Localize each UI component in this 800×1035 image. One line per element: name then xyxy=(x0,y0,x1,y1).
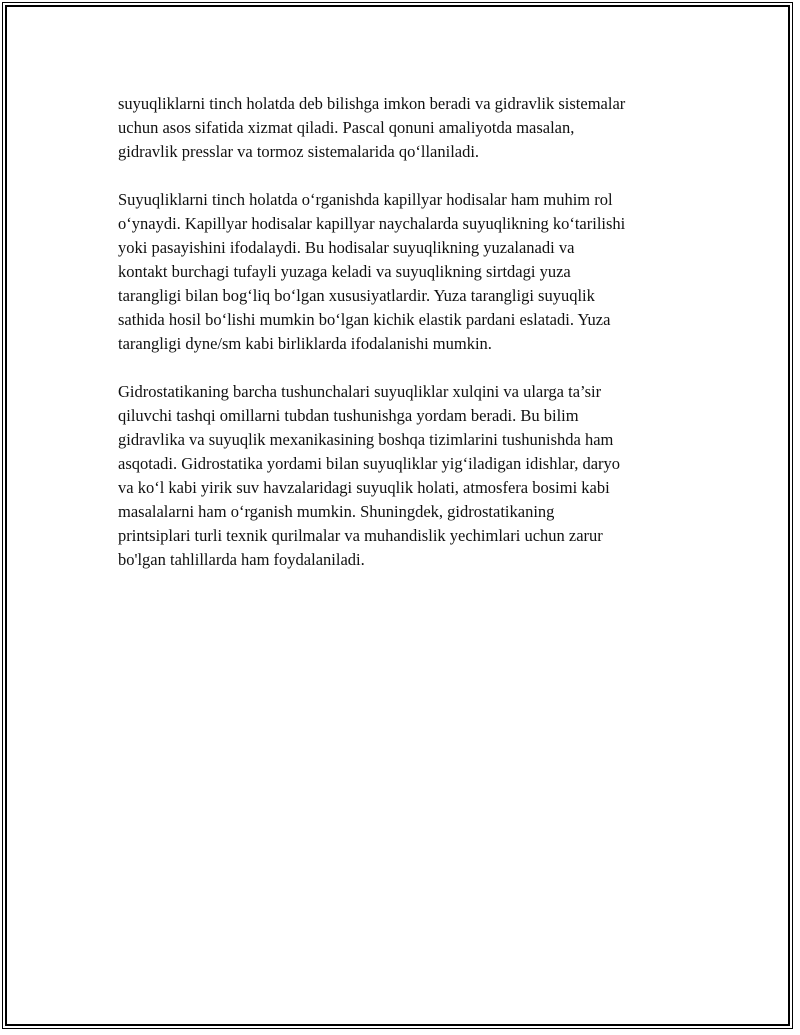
text-line: tarangligi dyne/sm kabi birliklarda ifodalanishi mumkin. xyxy=(118,334,492,353)
text-line: o‘ynaydi. Kapillyar hodisalar kapillyar naychalarda suyuqlikning ko‘tarilishi xyxy=(118,214,626,233)
text-line: yoki pasayishini ifodalaydi. Bu hodisalar suyuqlikning yuzalanadi va xyxy=(118,238,575,257)
text-line: Gidrostatikaning barcha tushunchalari suyuqliklar xulqini va ularga ta’sir xyxy=(118,382,602,401)
text-line: kontakt burchagi tufayli yuzaga keladi va suyuqlikning sirtdagi yuza xyxy=(118,262,571,281)
text-line: va ko‘l kabi yirik suv havzalaridagi suyuqlik holati, atmosfera bosimi kabi xyxy=(118,478,610,497)
text-line: gidravlika va suyuqlik mexanikasining boshqa tizimlarini tushunishda ham xyxy=(118,430,614,449)
paragraph-3 xyxy=(118,380,693,572)
text-line: bo'lgan tahlillarda ham foydalaniladi. xyxy=(118,550,365,569)
text-line: Suyuqliklarni tinch holatda o‘rganishda kapillyar hodisalar ham muhim rol xyxy=(118,190,613,209)
text-line: gidravlik presslar va tormoz sistemalarida qo‘llaniladi. xyxy=(118,142,480,161)
text-line: tarangligi bilan bog‘liq bo‘lgan xususiyatlardir. Yuza tarangligi suyuqlik xyxy=(118,286,595,305)
document-body xyxy=(118,92,693,596)
text-line: qiluvchi tashqi omillarni tubdan tushunishga yordam beradi. Bu bilim xyxy=(118,406,579,425)
text-line: masalalarni ham o‘rganish mumkin. Shuningdek, gidrostatikaning xyxy=(118,502,555,521)
text-line: sathida hosil bo‘lishi mumkin bo‘lgan kichik elastik pardani eslatadi. Yuza xyxy=(118,310,611,329)
text-line: printsiplari turli texnik qurilmalar va muhandislik yechimlari uchun zarur xyxy=(118,526,603,545)
text-line: suyuqliklarni tinch holatda deb bilishga imkon beradi va gidravlik sistemalar xyxy=(118,94,626,113)
paragraph-2 xyxy=(118,188,693,356)
text-line: asqotadi. Gidrostatika yordami bilan suyuqliklar yig‘iladigan idishlar, daryo xyxy=(118,454,621,473)
paragraph-1 xyxy=(118,92,693,164)
text-line: uchun asos sifatida xizmat qiladi. Pascal qonuni amaliyotda masalan, xyxy=(118,118,575,137)
